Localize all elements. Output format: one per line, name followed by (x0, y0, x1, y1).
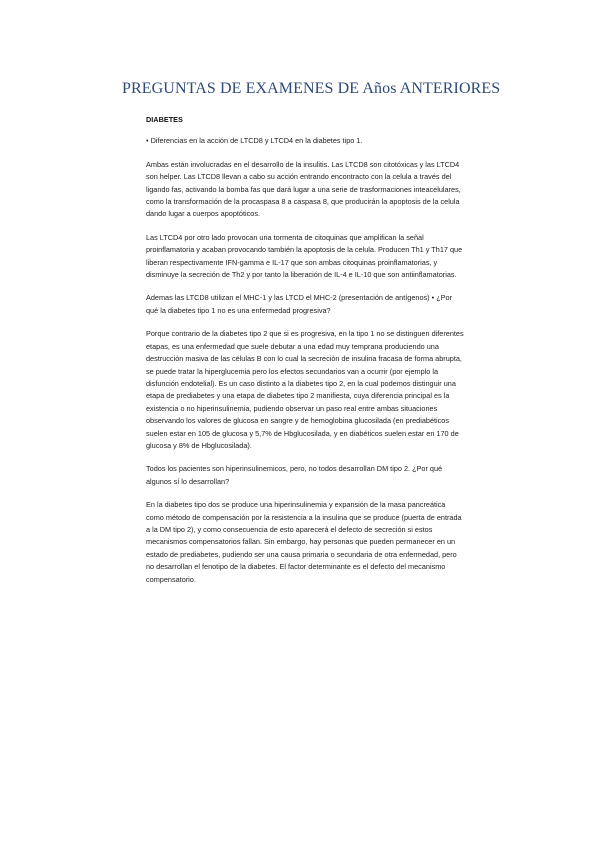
answer-1-part-2: Las LTCD4 por otro lado provocan una tormenta de citoquinas que amplifican la señal proinflamatoria y acaban provocando también la apoptosis de la celula. Producen Th1 y Th17 que liberan respectivamente IFN-gamma e IL-17 que son ambas citoquinas proinflamatorias, y disminuye la secreción de Th2 y por tanto la liberación de IL-4 e IL-10 que son antiinflamatorias. (146, 232, 463, 280)
question-1: • Diferencias en la acción de LTCD8 y LTCD4 en la diabetes tipo 1. (146, 136, 363, 146)
answer-3: En la diabetes tipo dos se produce una hiperinsulinemia y expansión de la masa pancreática como método de compensación por la resistencia a la insulina que se produce (puerta de entrada a la DM tipo 2), y como consecuencia de esto aparecerá el defecto de secreción si estos mecanismos compensatorios fallan. Sin embargo, hay personas que pueden permanecer en un estado de prediabetes, pudiendo ser una causa primaria o secundaria de otra enfermedad, pero no desarrollan el fenotipo de la diabetes. El factor determinante es el defecto del mecanismo compensatorio. (146, 500, 462, 584)
question-3: Todos los pacientes son hiperinsulinemicos, pero, no todos desarrollan DM tipo 2. ¿Por qué algunos sí lo desarrollan? (146, 464, 443, 486)
section-heading: DIABETES (146, 115, 183, 124)
answer-1-part-1: Ambas están involucradas en el desarrollo de la insulitis. Las LTCD8 son citotóxicas y las LTCD4 son helper. Las LTCD8 llevan a cabo su acción entrando encontracto con la celula a través del ligando fas, activando la bomba fas que dará lugar a una serie de trasformaciones inteacelulares, como la transformación de la procaspasa 8 a caspasa 8, que producirán la apoptosis de la celula dando lugar a cuerpos apoptóticos. (146, 159, 461, 219)
answer-2: Porque contrario de la diabetes tipo 2 que si es progresiva, en la tipo 1 no se distinguen diferentes etapas, es una enfermedad que suele debutar a una edad muy temprana produciendo una destrucción masiva de las células B con lo cual la secreción de insulina fracasa de forma abrupta, se puede tratar la hiperglucemia pero los efectos secundarios van a ocurrir (por ejemplo la disfunción endotelial). Es un caso distinto a la diabetes tipo 2, en la cual podemos distinguir una etapa de prediabetes y una etapa de diabetes tipo 2 manifiesta, cuya diferencia principal es la existencia o no hiperinsulinemia, pudiendo observar un paso real entre ambas situaciones observando los valores de glucosa en sangre y de hemoglobina glucosilada (en prediabéticos suelen estar en 105 de glucosa y 5,7% de Hbglucosilada, y en diabéticos suelen estar en 170 de glucosa y 8% de Hbglucosilada). (146, 329, 464, 450)
document-body (146, 114, 464, 597)
answer-1-part-3-and-question-2: Ademas las LTCD8 utilizan el MHC-1 y las LTCD el MHC-2 (presentación de antígenos) • ¿Por qué la diabetes tipo 1 no es una enfermedad progresiva? (146, 293, 453, 315)
page-title: PREGUNTAS DE EXAMENES DE Años ANTERIORES (122, 80, 501, 97)
